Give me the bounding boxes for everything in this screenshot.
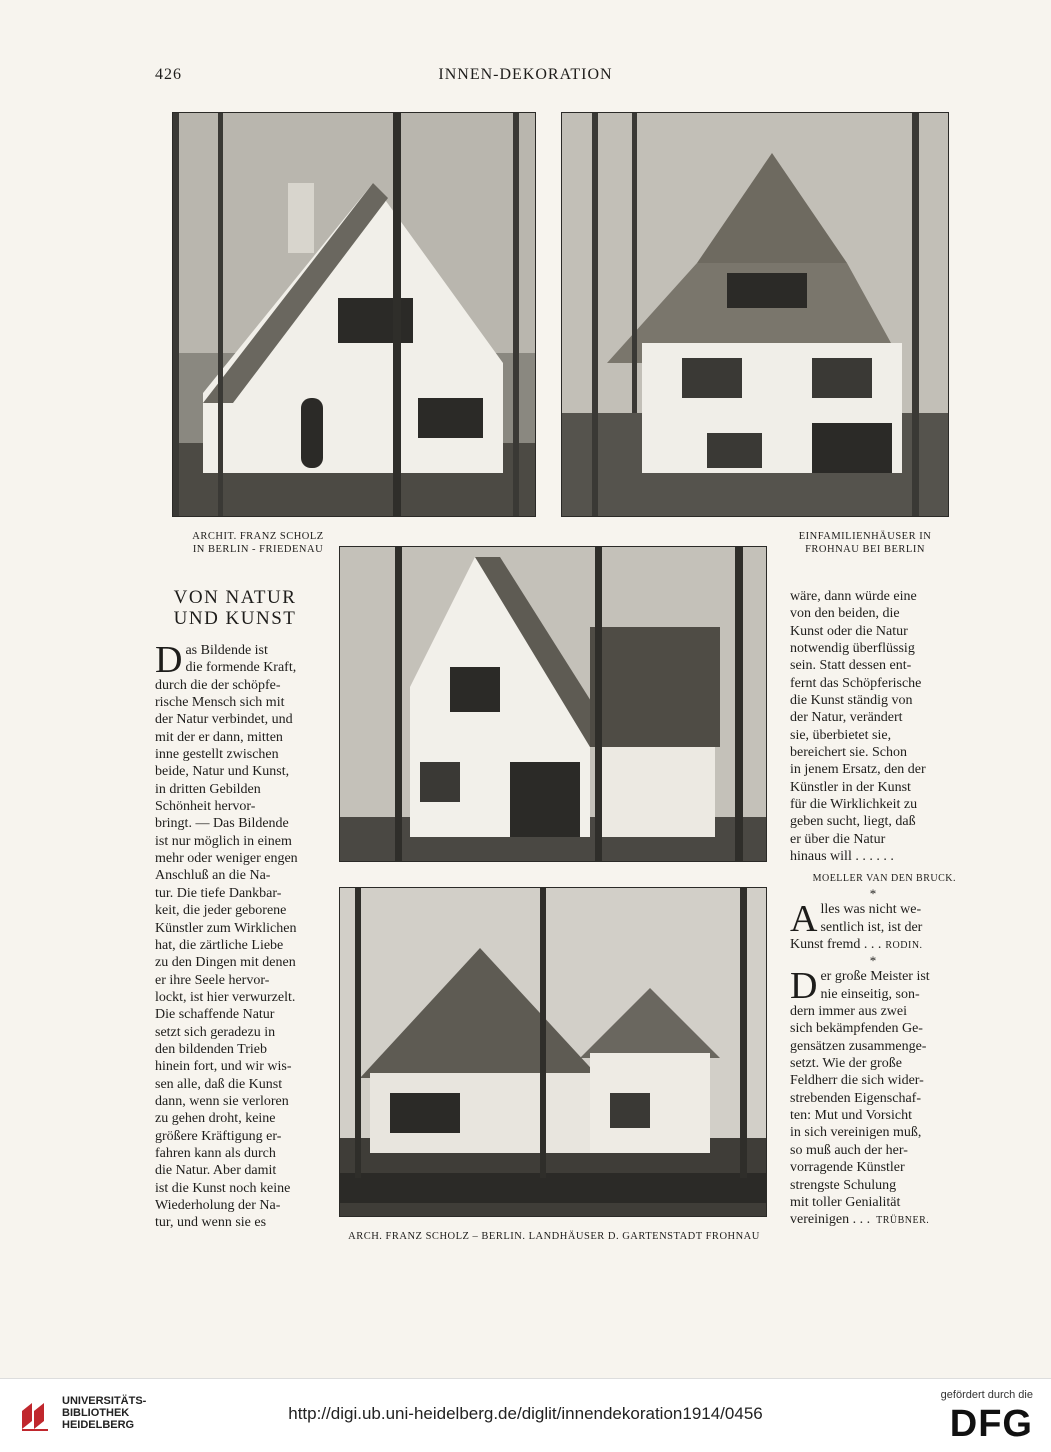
photo-house-frohnau-2 — [339, 546, 767, 862]
caption-line: EINFAMILIENHÄUSER IN — [798, 531, 932, 542]
drop-cap: A — [790, 898, 818, 941]
text-line: Anschluß an die Na- — [155, 868, 271, 884]
text-line: setzt. Wie der große — [790, 1056, 902, 1072]
text-line: strebenden Eigenschaf- — [790, 1090, 921, 1106]
running-head: INNEN-DEKORATION — [438, 66, 613, 83]
text-line: lockt, ist hier verwurzelt. — [155, 989, 296, 1005]
text-line: Die schaffende Natur — [155, 1007, 275, 1023]
dfg-logo: DFG — [949, 1403, 1033, 1445]
text-line: gensätzen zusammenge- — [790, 1038, 927, 1054]
text-line: rische Mensch sich mit — [155, 695, 285, 711]
text-line: bringt. — Das Bildende — [155, 816, 289, 832]
attribution-rodin: RODIN. — [885, 940, 923, 952]
quote-truebner — [790, 965, 956, 1229]
text-line: Künstler in der Kunst — [790, 779, 911, 795]
permalink[interactable]: http://digi.ub.uni-heidelberg.de/diglit/innendekoration1914/0456 — [288, 1404, 763, 1423]
text-line: ist die Kunst noch keine — [155, 1180, 291, 1196]
text-line: er große Meister ist — [820, 969, 930, 985]
text-line: mit toller Genialität — [790, 1194, 901, 1210]
drop-cap: D — [155, 639, 183, 681]
left-column-text — [155, 639, 319, 1232]
separator-star: * — [869, 953, 877, 969]
text-line: tur. Die tiefe Dankbar- — [155, 885, 282, 901]
caption-bottom: ARCH. FRANZ SCHOLZ – BERLIN. LANDHÄUSER D. GARTENSTADT FROHNAU — [348, 1231, 760, 1242]
text-line: Künstler zum Wirklichen — [155, 920, 297, 936]
separator-star: * — [869, 886, 877, 902]
text-line: größere Kräftigung er- — [155, 1128, 282, 1144]
text-line: die Kunst ständig von — [790, 693, 913, 709]
library-line: HEIDELBERG — [62, 1419, 135, 1431]
text-line: zu den Dingen mit denen — [155, 955, 296, 971]
caption-line: ARCHIT. FRANZ SCHOLZ — [192, 531, 324, 542]
heading-line: VON NATUR — [173, 587, 297, 608]
text-line: sich bekämpfenden Ge- — [790, 1021, 923, 1037]
text-line: in dritten Gebilden — [155, 781, 261, 797]
text-line: die formende Kraft, — [185, 660, 297, 676]
text-line: nie einseitig, son- — [820, 986, 920, 1002]
attribution-moeller: MOELLER VAN DEN BRUCK. — [812, 873, 956, 884]
text-line: Schönheit hervor- — [155, 799, 256, 815]
text-line: vorragende Künstler — [790, 1160, 905, 1176]
text-line: für die Wirklichkeit zu — [790, 797, 918, 813]
text-line: von den beiden, die — [790, 606, 900, 622]
photo-houses-frohnau-3 — [339, 887, 767, 1217]
caption-top-right — [775, 530, 955, 556]
right-column-text — [790, 588, 956, 866]
text-line: Wiederholung der Na- — [155, 1198, 281, 1213]
text-line: so muß auch der her- — [790, 1142, 908, 1158]
text-line: Kunst fremd . . . RODIN. — [790, 937, 923, 953]
text-line: mit der er dann, mitten — [155, 729, 283, 745]
text-line: er über die Natur — [790, 831, 886, 847]
text-line: dann, wenn sie verloren — [155, 1093, 289, 1109]
text-line: sein. Statt dessen ent- — [790, 658, 912, 674]
caption-line: IN BERLIN - FRIEDENAU — [192, 544, 324, 555]
text-line: hinein fort, und wir wis- — [155, 1059, 292, 1075]
text-line: sie, überbietet sie, — [790, 727, 892, 743]
text-line: notwendig überflüssig — [790, 641, 915, 657]
text-line: der Natur, verändert — [790, 710, 903, 726]
funding-label: gefördert durch die — [940, 1389, 1033, 1401]
text-line: strengste Schulung — [790, 1177, 897, 1193]
text-line: bereichert sie. Schon — [790, 745, 908, 761]
photo-house-frohnau-1 — [561, 112, 949, 517]
attribution-truebner: TRÜBNER. — [876, 1215, 930, 1227]
text-line: sen alle, daß die Kunst — [155, 1076, 283, 1092]
text-line: ten: Mut und Vorsicht — [790, 1108, 912, 1124]
quote-rodin — [790, 898, 956, 954]
text-line: as Bildende ist — [185, 643, 268, 658]
article-heading — [150, 587, 320, 629]
text-line: keit, die jeder geborene — [155, 903, 287, 919]
heading-line: UND KUNST — [173, 608, 297, 629]
caption-top-left — [178, 530, 338, 556]
text-line: fernt das Schöpferische — [790, 675, 922, 691]
text-line: dern immer aus zwei — [790, 1004, 908, 1020]
library-line: UNIVERSITÄTS- — [62, 1395, 147, 1407]
page-number: 426 — [155, 66, 182, 83]
text-line: Feldherr die sich wider- — [790, 1073, 924, 1089]
text-line: in sich vereinigen muß, — [790, 1125, 922, 1141]
text-line: inne gestellt zwischen — [155, 747, 279, 763]
text-line: wäre, dann würde eine — [790, 589, 917, 604]
library-line: BIBLIOTHEK — [62, 1407, 130, 1419]
right-column-continued — [790, 870, 956, 1230]
text-line: in jenem Ersatz, den der — [790, 762, 926, 778]
text-line: ist nur möglich in einem — [155, 833, 292, 849]
text-line: tur, und wenn sie es — [155, 1215, 267, 1231]
text-line: die Natur. Aber damit — [155, 1163, 277, 1179]
text-line: er ihre Seele hervor- — [155, 972, 270, 988]
text-line: hinaus will . . . . . . — [790, 849, 894, 865]
text-line: zu gehen droht, keine — [155, 1111, 276, 1127]
text-line: hat, die zärtliche Liebe — [155, 937, 284, 953]
text-line: mehr oder weniger engen — [155, 851, 298, 867]
photo-house-friedenau — [172, 112, 536, 517]
text-line: den bildenden Trieb — [155, 1041, 267, 1057]
text-line: fahren kann als durch — [155, 1145, 276, 1161]
text-line: der Natur verbindet, und — [155, 712, 293, 728]
text-line: geben sucht, liegt, daß — [790, 814, 916, 830]
drop-cap: D — [790, 965, 818, 1008]
footer-bar — [0, 1378, 1051, 1452]
text-line: beide, Natur und Kunst, — [155, 764, 290, 780]
text-line: setzt sich geradezu in — [155, 1024, 276, 1040]
text-line: durch die der schöpfe- — [155, 677, 281, 693]
text-line: Kunst oder die Natur — [790, 623, 908, 639]
text-line: vereinigen . . . TRÜBNER. — [790, 1212, 930, 1228]
text-line: sentlich ist, ist der — [820, 919, 923, 935]
text-line: lles was nicht we- — [820, 902, 922, 918]
caption-line: FROHNAU BEI BERLIN — [805, 544, 925, 555]
